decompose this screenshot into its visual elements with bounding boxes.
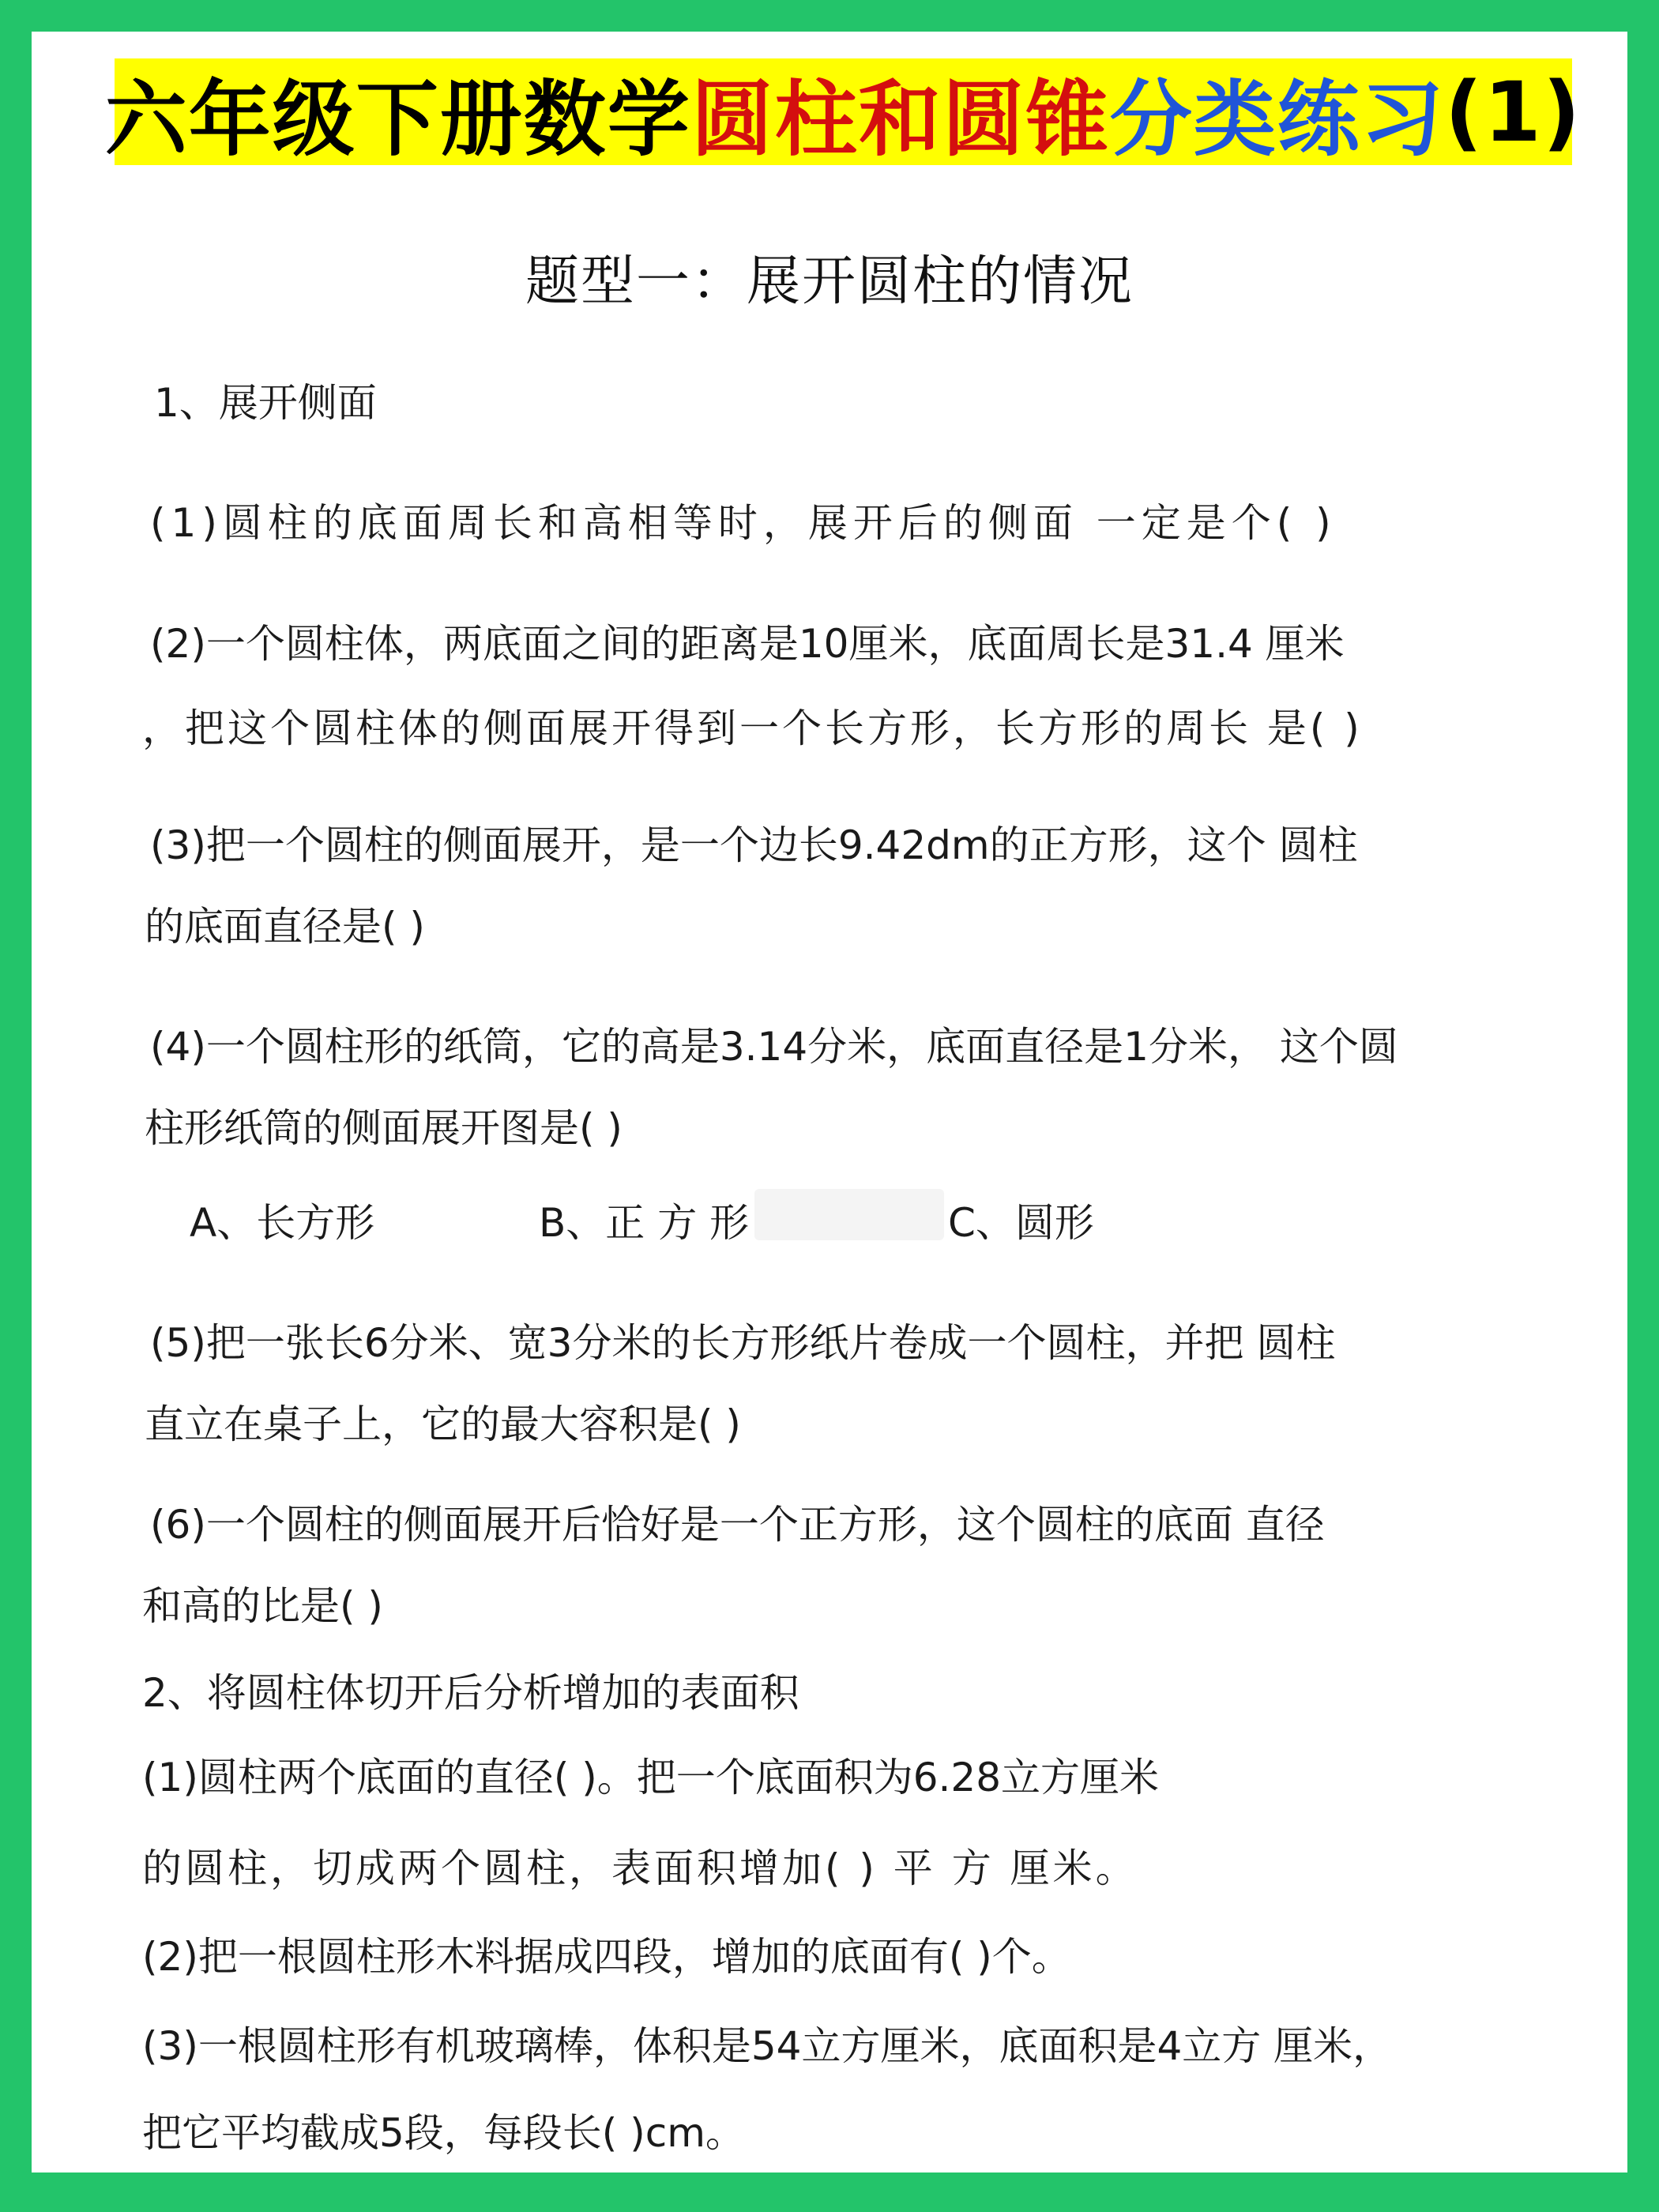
question-1-3-line2: 的底面直径是( ) [145,904,425,950]
question-1-5-line1: (5)把一张长6分米、宽3分米的长方形纸片卷成一个圆柱，并把 圆柱 [150,1320,1336,1366]
question-1-5-line2: 直立在桌子上，它的最大容积是( ) [145,1401,741,1447]
question-2-1-line2: 的圆柱，切成两个圆柱，表面积增加( ) 平 方 厘米。 [142,1845,1138,1891]
question-1-4-line1: (4)一个圆柱形的纸筒，它的高是3.14分米，底面直径是1分米， 这个圆 [150,1024,1398,1070]
question-1-2-line1: (2)一个圆柱体，两底面之间的距离是10厘米，底面周长是31.4 厘米 [150,621,1345,667]
title-topic: 圆柱和圆锥 [690,70,1110,167]
question-2-1-line1: (1)圆柱两个底面的直径( )。把一个底面积为6.28立方厘米 [142,1755,1160,1800]
question-1-2-line2: ，把这个圆柱体的侧面展开得到一个长方形，长方形的周长 是( ) [142,705,1363,751]
option-b: B、正 方 形 [539,1200,750,1246]
page-title [104,58,1582,167]
title-grade: 六年级下册数学 [104,70,691,167]
question-1-1: (1)圆柱的底面周长和高相等时，展开后的侧面 一定是个( ) [150,500,1337,546]
title-practice: 分类练习 [1109,70,1445,167]
question-1-3-line1: (3)把一个圆柱的侧面展开，是一个边长9.42dm的正方形，这个 圆柱 [150,822,1358,868]
section-subtitle: 题型一：展开圆柱的情况 [525,250,1134,313]
blur-mark [754,1189,944,1240]
title-banner [104,58,1582,167]
option-c: C、圆形 [948,1200,1094,1246]
question-2-2: (2)把一根圆柱形木料据成四段，增加的底面有( )个。 [142,1934,1071,1980]
question-2-3-line2: 把它平均截成5段，每段长( )cm。 [142,2110,745,2156]
worksheet-page [32,32,1627,2172]
question-2-3-line1: (3)一根圆柱形有机玻璃棒，体积是54立方厘米，底面积是4立方 厘米， [142,2023,1393,2069]
option-a: A、长方形 [190,1200,375,1246]
title-number: (1) [1444,63,1582,160]
section2-heading: 2、将圆柱体切开后分析增加的表面积 [142,1670,799,1716]
question-1-6-line2: 和高的比是( ) [142,1583,383,1629]
question-1-6-line1: (6)一个圆柱的侧面展开后恰好是一个正方形，这个圆柱的底面 直径 [150,1502,1325,1548]
section1-heading: 1、展开侧面 [154,380,377,426]
question-1-4-line2: 柱形纸筒的侧面展开图是( ) [145,1105,623,1151]
